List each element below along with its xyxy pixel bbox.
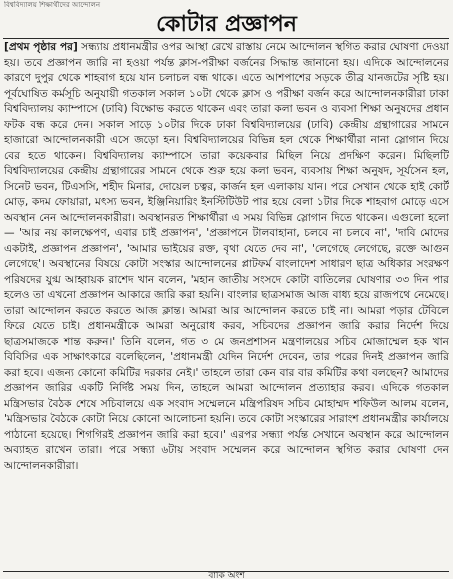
article-text: সন্ধ্যায় প্রধানমন্ত্রীর ওপর আস্থা রেখে রাস্তায় নেমে আন্দোলন স্থগিত করার ঘোষণা দেওয়া হয়। তবে প্রজ্ঞাপন জারি না হওয়া পর্যন্ত ক্লাস-পরীক্ষা বর্জনের সিদ্ধান্ত জানানো হয়। এদিকে আন্দোলনের কারণে দুপুর থেকে শাহবাগ হয়ে যান চলাচল বন্ধ থাকে। এতে আশপাশের সড়কে তীব্র যানজটের সৃষ্টি হয়। পূর্বঘোষিত কর্মসূচি অনুযায়ী গতকাল সকাল ১০টা থেকে ক্লাস ও পরীক্ষা বর্জন করে আন্দোলনকারীরা ঢাকা বিশ্ববিদ্যালয় ক্যাম্পাসে (ঢাবি) বিক্ষোভ করতে থাকেন এবং তারা কলা ভবন ও ব্যবসা শিক্ষা অনুষদের প্রধান ফটক বন্ধ করে দেন। সকাল সাড়ে ১০টার দিকে ঢাকা বিশ্ববিদ্যালয়ের (ঢাবি) কেন্দ্রীয় গ্রন্থাগারের সামনে হাজারো আন্দোলনকারী এসে জড়ো হন। বিশ্ববিদ্যালয়ের বিভিন্ন হল থেকে শিক্ষার্থীরা নানা স্লোগান দিয়ে বের হতে থাকেন। বিশ্ববিদ্যালয় ক্যাম্পাসে তারা কয়েকবার মিছিল নিয়ে প্রদক্ষিণ করেন। মিছিলটি বিশ্ববিদ্যালয়ের কেন্দ্রীয় গ্রন্থাগারের সামনে থেকে শুরু হয়ে কলা ভবন, ব্যবসায় শিক্ষা অনুষদ, সূর্যসেন হল, সিনেট ভবন, টিএসসি, শহীদ মিনার, দোয়েল চত্বর, কার্জন হল এলাকায় যান। পরে সেখান থেকে হাই কোর্ট মোড়, কদম ফোয়ারা, মৎস্য ভবন, ইঞ্জিনিয়ারিং ইনস্টিটিউট পার হয়ে বেলা ১টার দিকে শাহবাগ মোড়ে এসে অবস্থান নেন আন্দোলনকারীরা। অবস্থানরত শিক্ষার্থীরা এ সময় বিভিন্ন স্লোগান দিতে থাকেন। এগুলো হলো— 'আর নয় কালক্ষেপণ, এবার চাই প্রজ্ঞাপন', 'প্রজ্ঞাপনে টালবাহানা, চলবে না চলবে না', 'দাবি মোদের একটাই, প্রজ্ঞাপন প্রজ্ঞাপন', 'আমার ভাইয়ের রক্ত, বৃথা যেতে দেব না', 'লেগেছে লেগেছে, রক্তে আগুন লেগেছে'। অবস্থানের বিষয়ে কোটা সংস্কার আন্দোলনের প্লাটফর্ম বাংলাদেশ সাধারণ ছাত্র অধিকার সংরক্ষণ পরিষদের যুগ্ম আহ্বায়ক রাশেদ খান বলেন, 'মহান জাতীয় সংসদে কোটা বাতিলের ঘোষণার ৩৩ দিন পার হলেও তা এখনো প্রজ্ঞাপন আকারে জারি করা হয়নি। বাংলার ছাত্রসমাজ আজ বাধ্য হয়ে রাজপথে নেমেছে। তারা আন্দোলন করতে করতে আজ ক্লান্ত। আমরা আর আন্দোলন করতে চাই না। আমরা পড়ার টেবিলে ফিরে যেতে চাই। প্রধানমন্ত্রীকে আমরা অনুরোধ করব, সচিবদের প্রজ্ঞাপন জারি করার নির্দেশ দিয়ে ছাত্রসমাজকে শান্ত করুন।' তিনি বলেন, গত ৩ মে জনপ্রশাসন মন্ত্রণালয়ের সচিব মোজাম্মেল হক খান বিবিসির এক সাক্ষাৎকারে বলেছিলেন, 'প্রধানমন্ত্রী যেদিন নির্দেশ দেবেন, তার পরের দিনই প্রজ্ঞাপন জারি করা হবে। এজন্য কোনো কমিটির দরকার নেই।' তাহলে তারা কেন বার বার কমিটির কথা বলছেন? আমাদের প্রজ্ঞাপন জারির একটি নির্দিষ্ট সময় দিন, তাহলে আমরা আন্দোলন প্রত্যাহার করব। এদিকে গতকাল মন্ত্রিসভার বৈঠক শেষে সচিবালয়ে এক সংবাদ সম্মেলনে মন্ত্রিপরিষদ সচিব মোহাম্মদ শফিউল আলম বলেন, 'মন্ত্রিসভার বৈঠকে কোটা নিয়ে কোনো আলোচনা হয়নি। তবে কোটা সংস্কারের সারাংশ প্রধানমন্ত্রীর কার্যালয়ে পাঠানো হয়েছে। শিগগিরই প্রজ্ঞাপন জারি করা হবে।' এরপর সন্ধ্যা পর্যন্ত সেখানে অবস্থান করে আন্দোলন অব্যাহত রাখেন তারা। পরে সন্ধ্যা ৬টায় সংবাদ সম্মেলন করে আন্দোলন স্থগিত করার ঘোষণা দেন আন্দোলনকারীরা।	[4, 41, 449, 472]
top-cutoff-text: বিশ্ববিদ্যালয় শিক্ষার্থীদের আন্দোলন	[4, 1, 101, 9]
bottom-cutoff-text: বাকি অংশ	[208, 572, 245, 579]
article-body	[4, 40, 449, 570]
headline: কোটার প্রজ্ঞাপন	[156, 11, 297, 37]
headline-rule	[3, 38, 449, 39]
article-paragraph	[4, 40, 449, 474]
continued-from-kicker: [প্রথম পৃষ্ঠার পর]	[4, 41, 78, 53]
